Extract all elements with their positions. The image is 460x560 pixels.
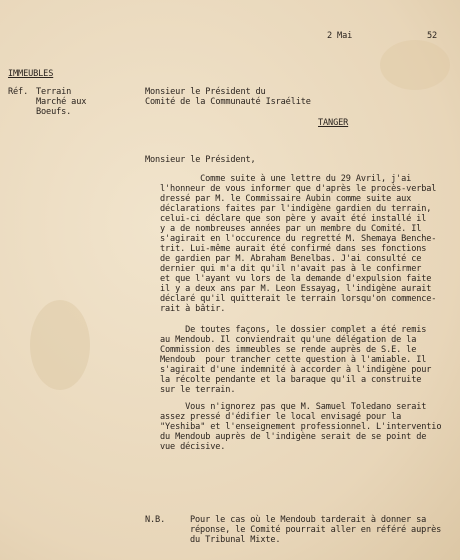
body-line: Vous n'ignorez pas que M. Samuel Toledano serait: [160, 402, 427, 412]
reference-line: Terrain: [36, 87, 72, 97]
recipient-city: TANGER: [318, 118, 349, 128]
body-line: la récolte pendante et la baraque qu'il a construite: [160, 375, 422, 385]
body-line: y a de nombreuses années par un membre du Comité. Il: [160, 224, 422, 234]
body-line: déclaré qu'il quitterait le terrain lorsqu'on commence-: [160, 294, 437, 304]
body-line: Comme suite à une lettre du 29 Avril, j'ai: [175, 174, 412, 184]
date: 2 Mai: [327, 31, 353, 41]
body-line: s'agirait d'une indemnité à accorder à l'indigène pour: [160, 365, 432, 375]
body-line: s'agirait en l'occurence du regretté M. Shemaya Benche-: [160, 234, 437, 244]
body-line: "Yeshiba" et l'enseignement professionnel. L'interventio: [160, 422, 442, 432]
body-line: dernier qui m'a dit qu'il n'avait pas à le confirmer: [160, 264, 422, 274]
note-line: réponse, le Comité pourrait aller en référé auprès: [190, 525, 442, 535]
body-line: et que l'ayant vu lors de la demande d'expulsion faite: [160, 274, 432, 284]
body-line: vue décisive.: [160, 442, 226, 452]
body-line: assez pressé d'édifier le local envisagé pour la: [160, 412, 402, 422]
body-line: déclarations faites par l'indigène gardien du terrain,: [160, 204, 432, 214]
recipient-line: Monsieur le Président du: [145, 87, 266, 97]
note-line: du Tribunal Mixte.: [190, 535, 281, 545]
body-line: au Mendoub. Il conviendrait qu'une délégation de la: [160, 335, 417, 345]
body-line: du Mendoub auprès de l'indigène serait de se point de: [160, 432, 427, 442]
body-line: De toutes façons, le dossier complet a été remis: [160, 325, 427, 335]
reference-line: Boeufs.: [36, 107, 72, 117]
body-line: dressé par M. le Commissaire Aubin comme suite aux: [160, 194, 412, 204]
page-number: 52: [427, 31, 438, 41]
note-label: N.B.: [145, 515, 166, 525]
body-line: celui-ci déclare que son père y avait été installé il: [160, 214, 427, 224]
note-line: Pour le cas où le Mendoub tarderait à donner sa: [190, 515, 427, 525]
salutation: Monsieur le Président,: [145, 155, 256, 165]
body-line: il y a deux ans par M. Leon Essayag, l'indigène aurait: [160, 284, 432, 294]
body-line: l'honneur de vous informer que d'après le procès-verbal: [160, 184, 437, 194]
body-line: Mendoub pour trancher cette question à l'amiable. Il: [160, 355, 427, 365]
body-line: Commission des immeubles se rende auprès de S.E. le: [160, 345, 417, 355]
body-line: trit. Lui-même aurait été confirmé dans ses fonctions: [160, 244, 427, 254]
body-line: rait à bâtir.: [160, 304, 226, 314]
paper-stain: [30, 300, 90, 390]
category-heading: IMMEUBLES: [8, 69, 54, 79]
body-line: sur le terrain.: [160, 385, 236, 395]
body-line: de gardien par M. Abraham Benelbas. J'ai consulté ce: [160, 254, 422, 264]
recipient-line: Comité de la Communauté Israélite: [145, 97, 311, 107]
paper-stain: [380, 40, 450, 90]
reference-label: Réf.: [8, 87, 29, 97]
reference-line: Marché aux: [36, 97, 87, 107]
